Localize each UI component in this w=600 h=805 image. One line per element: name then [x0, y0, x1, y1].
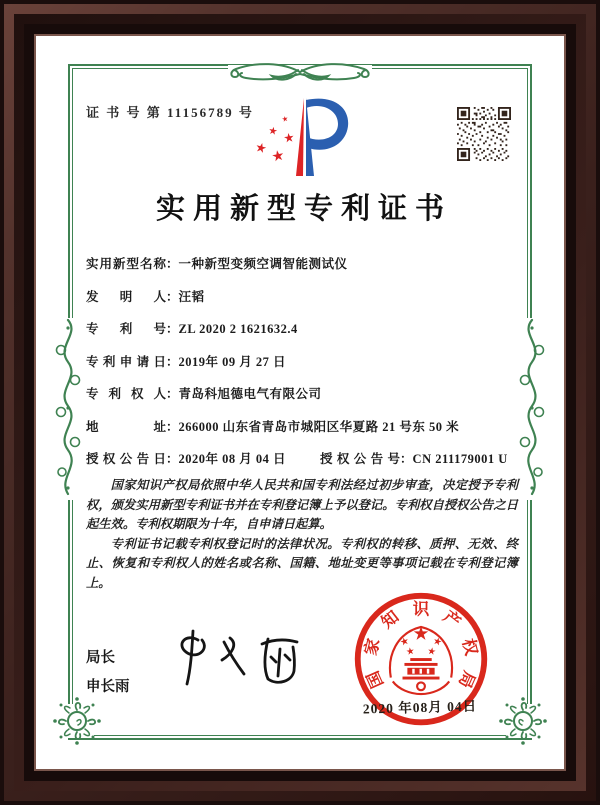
field-value: 266000 山东省青岛市城阳区华夏路 21 号东 50 米 [178, 419, 460, 434]
field-value: ZL 2020 2 1621632.4 [178, 322, 298, 336]
legal-text [86, 476, 518, 594]
field-row-filing-date: 专利申请日：2019年 09 月 27 日 [86, 352, 520, 368]
certificate [36, 36, 564, 769]
bottom-right-rosette-ornament [498, 696, 548, 746]
certificate-fields [86, 254, 520, 482]
cnipa-logo [248, 92, 352, 184]
field-label: 地址 [86, 419, 166, 434]
seal-date: 2020 年08月 04日 [362, 698, 478, 717]
field-value: CN 211179001 U [412, 452, 508, 466]
field-row-patent-no: 专利号：ZL 2020 2 1621632.4 [86, 319, 520, 335]
field-row-inventor: 发明人：汪韬 [86, 287, 520, 303]
field-label: 授权公告日 [86, 452, 166, 466]
field-label: 专利权人 [86, 387, 166, 401]
field-value: 青岛科旭德电气有限公司 [178, 387, 322, 401]
director-block [86, 644, 130, 702]
legal-paragraph-2: 专利证书记载专利权登记时的法律状况。专利权的转移、质押、无效、终止、恢复和专利权人的姓名或名称、国籍、地址变更等事项记载在专利登记簿上。 [86, 536, 518, 590]
certificate-title: 实用新型专利证书 [155, 193, 452, 225]
field-value: 汪韬 [178, 289, 205, 304]
director-name: 申长雨 [86, 679, 130, 695]
field-row-patentee: 专利权人：青岛科旭德电气有限公司 [86, 384, 520, 400]
field-value: 2019年 09 月 27 日 [178, 354, 287, 369]
field-label: 发明人 [86, 289, 166, 304]
field-label: 专利申请日 [86, 354, 166, 369]
svg-text:知: 知 [377, 606, 403, 633]
svg-text:国: 国 [363, 668, 388, 691]
director-title: 局长 [86, 650, 115, 666]
field-label: 专利号 [86, 322, 166, 336]
qr-code [457, 107, 511, 161]
svg-text:产: 产 [439, 606, 465, 633]
legal-paragraph-1: 国家知识产权局依照中华人民共和国专利法经过初步审查，决定授予专利权，颁发实用新型专利证书并在专利登记簿上予以登记。专利权自授权公告之日起生效。专利权期限为十年，自申请日起算。 [86, 478, 518, 532]
svg-text:家: 家 [361, 636, 384, 658]
field-value: 2020年 08 月 04 日 [178, 452, 287, 466]
svg-text:权: 权 [458, 636, 481, 658]
left-flourish-ornament [48, 318, 88, 500]
svg-text:局: 局 [454, 668, 479, 691]
field-label: 实用新型名称 [86, 257, 166, 271]
field-row-name: 实用新型名称：一种新型变频空调智能测试仪 [86, 254, 520, 270]
director-signature [164, 628, 324, 700]
field-label: 授权公告号 [320, 452, 401, 466]
certificate-number: 证 书 号 第 11156789 号 [86, 105, 254, 120]
svg-text:识: 识 [412, 599, 430, 619]
bottom-left-rosette-ornament [52, 696, 102, 746]
field-row-grant: 授权公告日：2020年 08 月 04 日 授权公告号：CN 211179001 U [86, 449, 520, 465]
top-flourish-ornament [228, 52, 372, 90]
field-value: 一种新型变频空调智能测试仪 [178, 257, 348, 271]
field-row-address: 地址：266000 山东省青岛市城阳区华夏路 21 号东 50 米 [86, 417, 520, 433]
